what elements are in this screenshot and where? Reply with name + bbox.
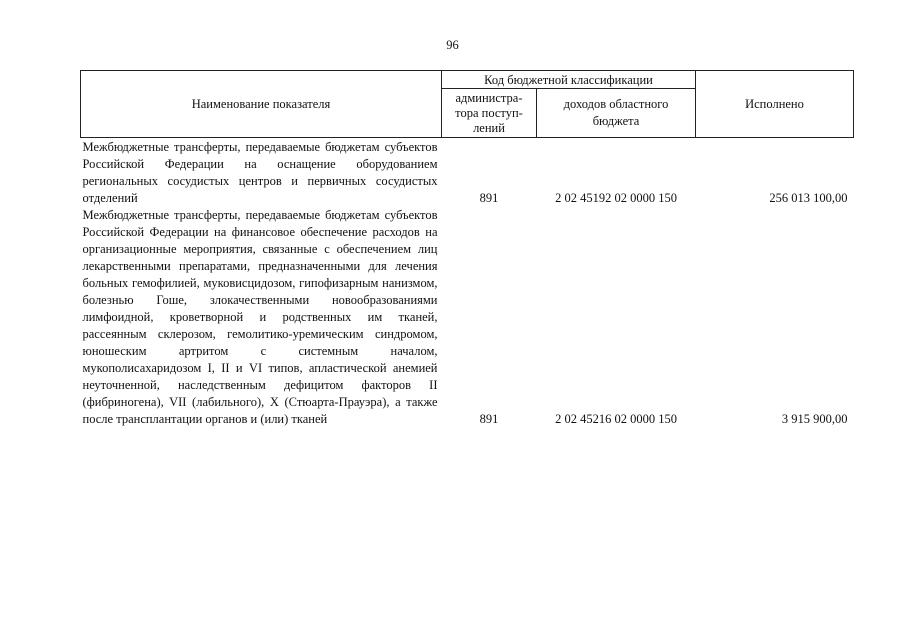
header-regional-budget-revenue: доходов областного бюджета xyxy=(537,89,696,138)
table-header xyxy=(81,71,854,138)
table-body xyxy=(81,138,854,429)
row-executed-amount: 3 915 900,00 xyxy=(781,412,848,426)
budget-table xyxy=(80,70,854,428)
row-executed-amount: 256 013 100,00 xyxy=(769,191,848,205)
table-row xyxy=(81,138,854,208)
page-number: 96 xyxy=(446,38,459,52)
row-indicator-name: Межбюджетные трансферты, передаваемые бюджетам субъектов Российской Федерации на финансовое обеспечение расходов на организационные мероприятия, связанные с обеспечением лиц лекарственными препаратами, предназначенными для лечения больных гемофилией, муковисцидозом, гипофизарным нанизмом, болезнью Гоше, злокачественными новообразованиями лимфоидной, кроветворной и родственных им тканей, рассеянным склерозом, гемолитико-уремическим синдромом, юношеским артритом с системным началом, мукополисахаридозом I, II и VI типов, апластической анемией неуточненной, наследственным дефицитом факторов II (фибриногена), VII (лабильного), X (Стюарта-Прауэра), а также после трансплантации органов и (или) тканей xyxy=(82,208,438,426)
row-indicator-name: Межбюджетные трансферты, передаваемые бюджетам субъектов Российской Федерации на оснащение оборудованием региональных сосудистых центров и первичных сосудистых отделений xyxy=(82,140,438,205)
row-administrator-code: 891 xyxy=(479,191,499,205)
row-administrator-code: 891 xyxy=(479,412,499,426)
header-budget-classification-code: Код бюджетной классификации xyxy=(442,71,696,89)
row-revenue-code: 2 02 45192 02 0000 150 xyxy=(555,191,677,205)
header-revenue-administrator: администра-тора поступ-лений xyxy=(442,89,537,138)
row-revenue-code: 2 02 45216 02 0000 150 xyxy=(555,412,677,426)
header-executed: Исполнено xyxy=(696,71,854,138)
table-row xyxy=(81,207,854,428)
header-indicator-name: Наименование показателя xyxy=(81,71,442,138)
